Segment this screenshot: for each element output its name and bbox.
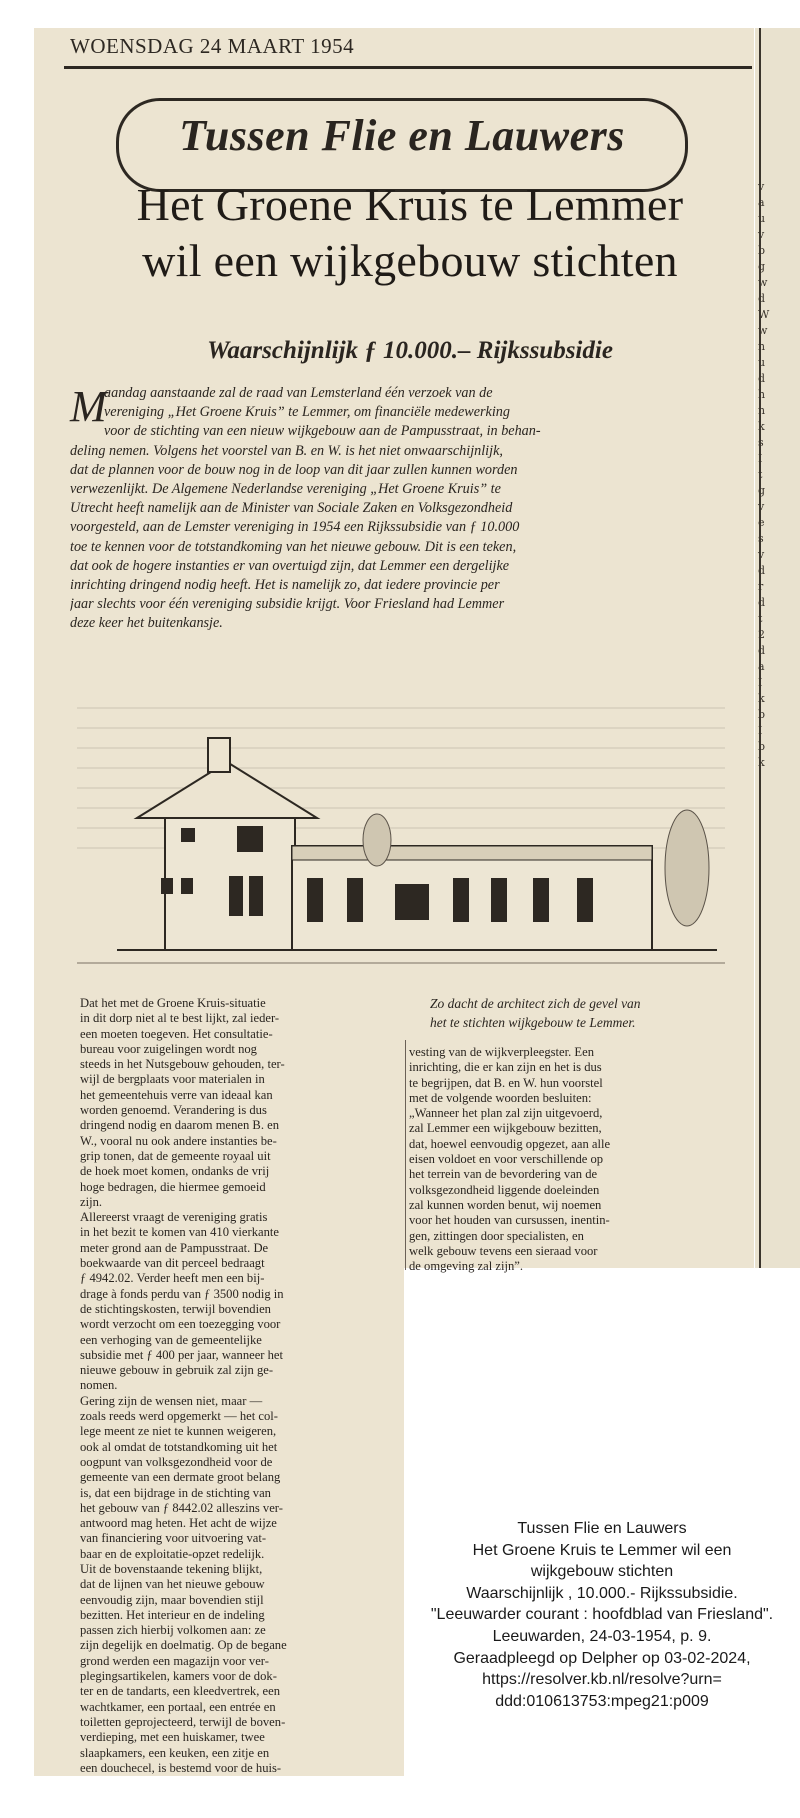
adjacent-column-fragment: u — [758, 356, 766, 369]
intro-line: jaar slechts voor één vereniging subsidie krijgt. Voor Friesland had Lemmer — [70, 596, 505, 613]
adjacent-column-fragment: I — [758, 724, 763, 737]
article-line: de hoek moet komen, ondanks de vrij — [80, 1164, 270, 1179]
article-line: passen zich hierbij volkomen aan: ze — [80, 1623, 266, 1638]
article-line: dat, hoewel eenvoudig opgezet, aan alle — [409, 1136, 611, 1151]
article-line: te begrijpen, dat B. en W. hun voorstel — [409, 1075, 603, 1090]
adjacent-column-fragment: b — [758, 740, 766, 753]
adjacent-column-fragment: b — [758, 244, 766, 257]
article-line: ook al omdat de totstandkoming uit het — [80, 1439, 278, 1454]
article-line: worden genoemd. Verandering is dus — [80, 1103, 267, 1118]
article-line: volksgezondheid liggende doeleinden — [409, 1182, 600, 1197]
adjacent-column-fragment: n — [758, 340, 766, 353]
article-line: gen, zittingen door specialisten, en — [409, 1228, 584, 1243]
article-line: een verhoging van de gemeentelijke — [80, 1332, 262, 1347]
caption-line: Zo dacht de architect zich de gevel van — [430, 996, 641, 1011]
adjacent-column-fragment: t — [758, 612, 763, 625]
adjacent-column-fragment: s — [758, 532, 764, 545]
article-line: zijn. — [80, 1194, 103, 1209]
adjacent-column-fragment: d — [758, 292, 766, 305]
intro-line: voor de stichting van een nieuw wijkgebouw aan de Pampusstraat, in behan- — [104, 423, 541, 440]
article-line: Dat het met de Groene Kruis-situatie — [80, 996, 266, 1010]
subheadline: Waarschijnlijk ƒ 10.000.– Rijkssubsidie — [207, 337, 613, 364]
adjacent-column-fragment: d — [758, 372, 766, 385]
intro-line: Utrecht heeft namelijk aan de Minister van Sociale Zaken en Volksgezondheid — [70, 500, 513, 517]
citation-line: ddd:010613753:mpeg21:p009 — [495, 1692, 709, 1710]
article-line: subsidie met ƒ 400 per jaar, wanneer het — [80, 1347, 284, 1362]
adjacent-column-fragment: k — [758, 756, 765, 769]
citation-line: Geraadpleegd op Delpher op 03-02-2024, — [453, 1649, 751, 1667]
adjacent-column-fragment: b — [758, 708, 766, 721]
intro-line: deling nemen. Volgens het voorstel van B. en W. is het niet onwaarschijnlijk, — [70, 442, 503, 459]
article-line: zoals reeds werd opgemerkt — het col- — [80, 1409, 278, 1424]
article-line: ter en de tandarts, een kleedvertrek, een — [80, 1684, 280, 1699]
rubric-title: Tussen Flie en Lauwers — [179, 111, 625, 160]
adjacent-column-fragment: d — [758, 644, 766, 657]
article-line: antwoord mag heten. Het acht de wijze — [80, 1516, 277, 1531]
dateline: WOENSDAG 24 MAART 1954 — [70, 34, 355, 58]
citation-line: Het Groene Kruis te Lemmer wil een — [472, 1541, 732, 1559]
citation-line: wijkgebouw stichten — [530, 1563, 674, 1581]
article-line: steeds in het Nutsgebouw gehouden, ter- — [80, 1057, 285, 1072]
article-line: de stichtingskosten, terwijl bovendien — [80, 1301, 271, 1316]
article-line: hoge bedragen, die hiermee gemoeid — [80, 1179, 266, 1194]
drop-cap: M — [70, 382, 107, 431]
article-line: lege meent ze niet te kunnen weigeren, — [80, 1424, 277, 1439]
article-line: ƒ 4942.02. Verder heeft men een bij- — [80, 1271, 265, 1286]
intro-paragraph — [70, 384, 745, 634]
article-column-left — [80, 996, 400, 1776]
adjacent-column-fragment: k — [758, 420, 765, 433]
architect-drawing — [77, 688, 725, 984]
intro-line: dat ook de hogere instanties er van overtuigd zijn, dat Lemmer een dergelijke — [70, 557, 510, 574]
adjacent-column-fragment: v — [758, 548, 765, 561]
article-line: boekwaarde van dit perceel bedraagt — [80, 1256, 265, 1271]
citation-line: Waarschijnlijk , 10.000.- Rijkssubsidie. — [466, 1584, 738, 1602]
article-line: in dit dorp niet al te best lijkt, zal ieder- — [80, 1011, 280, 1026]
adjacent-column-fragment: d — [758, 564, 766, 577]
article-line: eisen voldoet en voor verschillende op — [409, 1152, 604, 1167]
illustration-caption — [430, 994, 750, 1032]
adjacent-column-fragment: t — [758, 468, 763, 481]
adjacent-column-fragment: r — [758, 580, 764, 593]
article-line: W., vooral nu ook andere instanties be- — [80, 1133, 277, 1148]
article-line: is, dat een bijdrage in de stichting van — [80, 1485, 271, 1500]
article-line: Allereerst vraagt de vereniging gratis — [80, 1210, 268, 1225]
article-line: grip tonen, dat de gemeente royaal uit — [80, 1148, 271, 1163]
adjacent-column-fragment: W — [758, 308, 770, 321]
citation-line: "Leeuwarder courant : hoofdblad van Friesland". — [430, 1606, 774, 1624]
intro-line: inrichting dringend nodig heeft. Het is namelijk zo, dat iedere provincie per — [70, 577, 500, 594]
adjacent-column-fragment: v — [758, 228, 765, 241]
article-line: voor het houden van cursussen, inentin- — [409, 1213, 610, 1228]
headline-line-1: Het Groene Kruis te Lemmer — [136, 179, 684, 230]
article-line: de omgeving zal zijn”. — [409, 1259, 524, 1274]
intro-line: vereniging „Het Groene Kruis” te Lemmer, om financiële medewerking — [104, 404, 510, 421]
article-line: meter grond aan de Pampusstraat. De — [80, 1240, 269, 1255]
caption-line: het te stichten wijkgebouw te Lemmer. — [430, 1015, 636, 1030]
adjacent-column-fragment: u — [758, 212, 766, 225]
article-line: van financiering voor uitvoering vat- — [80, 1531, 267, 1546]
article-line: wordt verzocht om een toezegging voor — [80, 1317, 281, 1332]
intro-line: verwezenlijkt. De Algemene Nederlandse vereniging „Het Groene Kruis” te — [70, 481, 501, 498]
article-line: drage à fonds perdu van ƒ 3500 nodig in — [80, 1286, 284, 1301]
citation-line: Leeuwarden, 24-03-1954, p. 9. — [492, 1627, 712, 1645]
citation-line: https://resolver.kb.nl/resolve?urn= — [482, 1671, 722, 1689]
article-line: welk gebouw tevens een sieraad voor — [409, 1243, 598, 1258]
intro-line: aandag aanstaande zal de raad van Lemsterland één verzoek van de — [104, 385, 493, 401]
article-line: zijn degelijk en doelmatig. Op de begane — [80, 1638, 287, 1653]
intro-line: toe te kennen voor de totstandkoming van het nieuwe gebouw. Dit is een teken, — [70, 538, 517, 555]
article-line: bureau voor zuigelingen wordt nog — [80, 1041, 257, 1056]
column-rule — [405, 1040, 406, 1270]
adjacent-column-fragment: v — [758, 180, 765, 193]
adjacent-column-fragment: 2 — [758, 628, 765, 641]
adjacent-column-fragment: v — [758, 500, 765, 513]
article-line: een moeten toegeven. Het consultatie- — [80, 1026, 273, 1041]
article-column-right — [409, 1045, 754, 1274]
article-line: verdieping, met een huiskamer, twee — [80, 1730, 265, 1745]
adjacent-column-fragment: g — [758, 260, 766, 273]
article-line: vesting van de wijkverpleegster. Een — [409, 1045, 595, 1059]
article-line: wijl de bergplaats voor materialen in — [80, 1072, 265, 1087]
citation-line: Tussen Flie en Lauwers — [517, 1520, 687, 1537]
article-line: zal Lemmer een wijkgebouw bezitten, — [409, 1121, 602, 1136]
source-citation — [412, 1518, 792, 1712]
adjacent-column-fragment: e — [758, 516, 765, 529]
intro-line: deze keer het buitenkansje. — [70, 615, 223, 632]
intro-line: voorgesteld, aan de Lemster vereniging in 1954 een Rijkssubsidie van ƒ 10.000 — [70, 519, 520, 536]
article-line: het gemeentehuis verre van ideaal kan — [80, 1087, 273, 1102]
article-line: Uit de bovenstaande tekening blijkt, — [80, 1561, 263, 1576]
article-line: inrichting, die er kan zijn en het is dus — [409, 1060, 602, 1075]
article-line: in het bezit te komen van 410 vierkante — [80, 1225, 279, 1240]
adjacent-column-fragment: w — [758, 324, 768, 337]
article-line: bezitten. Het interieur en de indeling — [80, 1607, 265, 1622]
article-line: het gebouw van ƒ 8442.02 alleszins ver- — [80, 1500, 283, 1515]
headline-line-2: wil een wijkgebouw stichten — [142, 235, 678, 286]
adjacent-column-fragment: w — [758, 276, 768, 289]
article-line: nomen. — [80, 1378, 118, 1393]
article-line: grond werden een magazijn voor ver- — [80, 1653, 269, 1668]
article-line: plegingsartikelen, kamers voor de dok- — [80, 1669, 277, 1684]
article-line: wachtkamer, een portaal, een entrée en — [80, 1699, 276, 1714]
top-rule — [64, 66, 752, 69]
article-line: het terrein van de bevordering van de — [409, 1167, 598, 1182]
adjacent-column-fragment: n — [758, 404, 766, 417]
article-line: „Wanneer het plan zal zijn uitgevoerd, — [409, 1106, 603, 1121]
article-line: nieuwe gebouw in gebruik zal zijn ge- — [80, 1363, 274, 1378]
article-line: zal kunnen worden benut, wij noemen — [409, 1197, 602, 1212]
article-line: eenvoudig zijn, maar bovendien stijl — [80, 1592, 264, 1607]
adjacent-column-fragment: k — [758, 692, 765, 705]
article-line: toiletten geprojecteerd, terwijl de boven- — [80, 1714, 286, 1729]
adjacent-column-fragment: d — [758, 596, 766, 609]
article-line: dat de lijnen van het nieuwe gebouw — [80, 1577, 265, 1592]
adjacent-column-fragment: s — [758, 436, 764, 449]
article-line: dringend nodig en daarom menen B. en — [80, 1118, 279, 1133]
article-line: oogpunt van volksgezondheid voor de — [80, 1454, 273, 1469]
article-line: een douchecel, is bestemd voor de huis- — [80, 1760, 282, 1775]
article-line: slaapkamers, een keuken, een zitje en — [80, 1745, 270, 1760]
article-line: Gering zijn de wensen niet, maar — — [80, 1393, 263, 1408]
article-line: met de volgende woorden besluiten: — [409, 1090, 592, 1105]
article-line: gemeente van een dermate groot belang — [80, 1470, 281, 1485]
article-line: baar en de exploitatie-opzet redelijk. — [80, 1546, 265, 1561]
adjacent-column-fragment: h — [758, 388, 766, 401]
adjacent-column-fragment: I — [758, 676, 763, 689]
adjacent-column-fragment: I — [758, 452, 763, 465]
intro-line: dat de plannen voor de bouw nog in de loop van dit jaar zullen kunnen worden — [70, 461, 518, 478]
adjacent-column-fragment: a — [758, 660, 765, 673]
adjacent-column-fragment: a — [758, 196, 765, 209]
adjacent-column-fragment: g — [758, 484, 766, 497]
